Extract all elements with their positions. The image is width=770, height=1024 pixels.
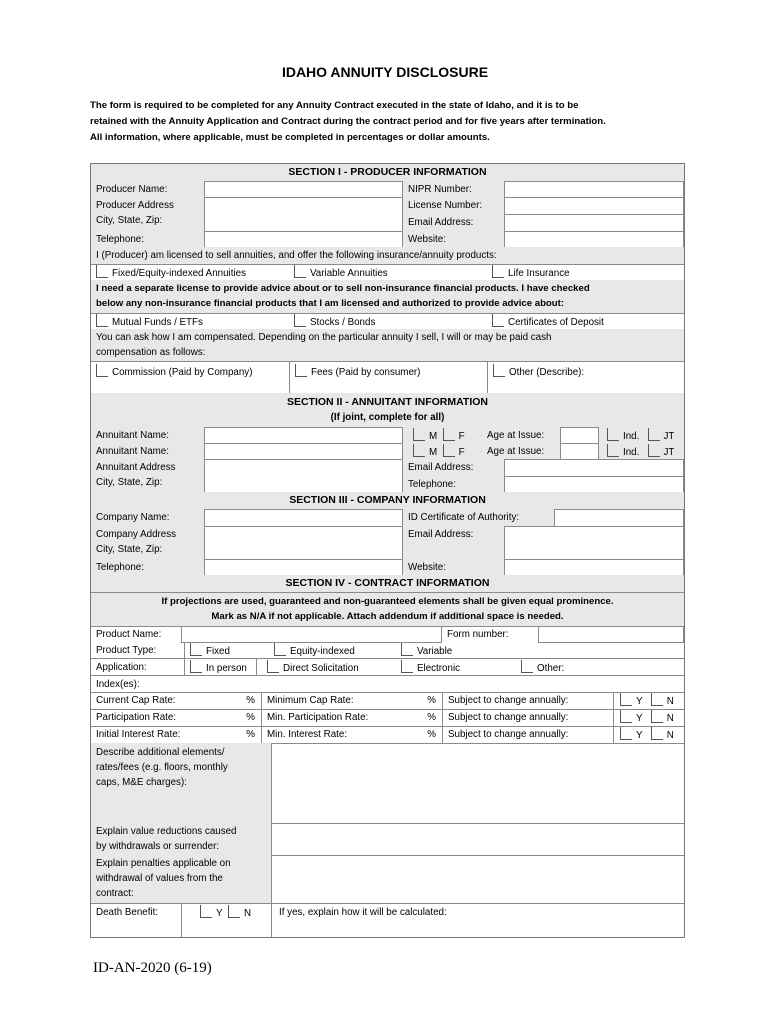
option-label: Electronic — [417, 663, 461, 674]
participation-label: Participation Rate: — [96, 712, 177, 723]
city-state-zip-text: City, State, Zip: — [96, 215, 163, 226]
producer-name-field[interactable] — [204, 181, 403, 198]
age-label-2: Age at Issue: — [482, 443, 560, 459]
checkbox-fixed-indexed[interactable] — [91, 264, 289, 280]
product-type-label: Product Type: — [96, 645, 157, 656]
checkbox-icon — [651, 727, 663, 740]
company-address-text: Company Address — [96, 529, 177, 540]
option-label: Fixed — [206, 646, 230, 657]
label-line: caps, M&E charges): — [96, 777, 187, 788]
ind-label: Ind. — [623, 447, 640, 458]
company-website-field[interactable] — [504, 559, 684, 576]
option-label: In person — [206, 663, 247, 674]
company-name-label: Company Name: — [91, 509, 204, 526]
section-3-header: SECTION III - COMPANY INFORMATION — [91, 492, 684, 509]
checkbox-icon — [294, 265, 306, 278]
note-line: If projections are used, guaranteed and non-guaranteed elements shall be given equal prominence. — [161, 596, 614, 607]
percent-sign: % — [246, 712, 255, 723]
form-id-footer: ID-AN-2020 (6-19) — [93, 960, 212, 976]
min-interest-rate-field[interactable] — [261, 726, 442, 743]
checkbox-icon — [96, 364, 108, 377]
option-label: Other: — [537, 663, 565, 674]
type-fixed-checkbox[interactable] — [184, 642, 269, 658]
option-label: Direct Solicitation — [283, 663, 359, 674]
company-telephone-label: Telephone: — [91, 559, 204, 575]
company-email-label: Email Address: — [403, 526, 504, 559]
checkbox-icon — [648, 444, 660, 457]
min-interest-label: Min. Interest Rate: — [267, 729, 348, 740]
age-field-1[interactable] — [560, 427, 599, 444]
form-number-label: Form number: — [447, 629, 509, 640]
checkbox-other-describe[interactable] — [487, 361, 684, 393]
subject-change-label: Subject to change annually: — [442, 692, 613, 709]
producer-address-label — [91, 197, 204, 231]
option-label: Commission (Paid by Company) — [112, 367, 253, 378]
annuitant-name-label: Annuitant Name: — [91, 427, 204, 443]
checkbox-fees[interactable] — [289, 361, 487, 393]
app-electronic-checkbox[interactable] — [396, 659, 516, 675]
statement-line: You can ask how I am compensated. Depending on the particular annuity I sell, I will or may be paid cash — [96, 332, 552, 343]
min-participation-rate-field[interactable] — [261, 709, 442, 726]
y-label: Y — [216, 908, 223, 919]
company-address-label — [91, 526, 204, 559]
intro-line: All information, where applicable, must be completed in percentages or dollar amounts. — [90, 132, 490, 143]
indexes-field[interactable] — [91, 676, 684, 692]
checkbox-icon — [620, 727, 632, 740]
telephone-field[interactable] — [204, 231, 403, 248]
label-line: contract: — [96, 888, 134, 899]
note-line: Mark as N/A if not applicable. Attach addendum if additional space is needed. — [211, 611, 564, 622]
form-title: IDAHO ANNUITY DISCLOSURE — [281, 64, 489, 80]
n-label: N — [666, 696, 674, 707]
website-field[interactable] — [504, 231, 684, 248]
annuitant-address-text: Annuitant Address — [96, 462, 176, 473]
gender-select-1[interactable] — [403, 427, 482, 443]
death-benefit-explain-field[interactable] — [271, 903, 684, 937]
checkbox-icon — [274, 643, 286, 656]
label-line: Explain value reductions caused — [96, 826, 237, 837]
telephone-label: Telephone: — [91, 231, 204, 247]
checkbox-icon — [295, 364, 307, 377]
n-label: N — [666, 713, 674, 724]
company-website-label: Website: — [403, 559, 504, 575]
app-other-checkbox[interactable] — [516, 659, 684, 675]
subject-change-label: Subject to change annually: — [442, 726, 613, 743]
current-cap-rate-field[interactable] — [91, 692, 261, 709]
describe-elements-label — [91, 743, 271, 823]
annuitant-name-field-2[interactable] — [204, 443, 403, 460]
company-name-field[interactable] — [204, 509, 403, 527]
checkbox-icon — [228, 905, 240, 918]
option-label: Fees (Paid by consumer) — [311, 367, 421, 378]
intro-line: retained with the Annuity Application and Contract during the contract period and for five years after termination. — [90, 116, 606, 127]
email-field[interactable] — [504, 214, 684, 232]
m-label: M — [429, 431, 438, 442]
death-benefit-yn[interactable] — [181, 903, 271, 937]
intro-paragraph — [90, 98, 682, 146]
percent-sign: % — [427, 729, 436, 740]
percent-sign: % — [246, 729, 255, 740]
age-label-1: Age at Issue: — [482, 427, 560, 443]
ind-label: Ind. — [623, 431, 640, 442]
percent-sign: % — [246, 695, 255, 706]
checkbox-icon — [190, 660, 202, 673]
app-direct-checkbox[interactable] — [256, 659, 396, 675]
if-yes-label: If yes, explain how it will be calculated: — [279, 907, 447, 918]
checkbox-commission[interactable] — [91, 363, 289, 393]
percent-sign: % — [427, 695, 436, 706]
option-label: Fixed/Equity-indexed Annuities — [112, 268, 246, 279]
explain-penalties-label — [91, 855, 271, 903]
annuitant-address-field[interactable] — [204, 459, 403, 493]
checkbox-icon — [294, 314, 306, 327]
m-label: M — [429, 447, 438, 458]
website-label: Website: — [403, 231, 504, 247]
death-benefit-label: Death Benefit: — [96, 907, 159, 918]
minimum-cap-rate-field[interactable] — [261, 692, 442, 709]
checkbox-icon — [521, 660, 533, 673]
explain-value-label — [91, 823, 271, 855]
section-1-header: SECTION I - PRODUCER INFORMATION — [91, 164, 684, 181]
checkbox-icon — [492, 314, 504, 327]
annuitant-name-field-1[interactable] — [204, 427, 403, 444]
yn-select-interest[interactable] — [613, 726, 684, 743]
yn-select-participation[interactable] — [613, 709, 684, 726]
y-label: Y — [636, 713, 643, 724]
checkbox-icon — [651, 710, 663, 723]
company-email-field[interactable] — [504, 526, 684, 560]
option-label: Variable — [417, 646, 453, 657]
checkbox-icon — [413, 428, 425, 441]
checkbox-certificates-deposit[interactable] — [487, 313, 684, 329]
explain-penalties-field[interactable] — [271, 855, 684, 903]
label-line: Describe additional elements/ — [96, 747, 225, 758]
checkbox-icon — [96, 265, 108, 278]
label-line: rates/fees (e.g. floors, monthly — [96, 762, 228, 773]
product-name-field[interactable] — [181, 626, 442, 643]
nipr-label: NIPR Number: — [403, 181, 504, 197]
city-state-zip-text: City, State, Zip: — [96, 477, 163, 488]
city-state-zip-text: City, State, Zip: — [96, 544, 163, 555]
checkbox-icon — [401, 643, 413, 656]
option-label: Other (Describe): — [509, 367, 585, 378]
statement-line: below any non-insurance financial products that I am licensed and authorized to provide advice about: — [96, 298, 565, 309]
f-label: F — [458, 447, 465, 458]
checkbox-icon — [401, 660, 413, 673]
subject-change-label: Subject to change annually: — [442, 709, 613, 726]
section-4-header: SECTION IV - CONTRACT INFORMATION — [91, 575, 684, 592]
option-label: Stocks / Bonds — [310, 317, 376, 328]
checkbox-icon — [96, 314, 108, 327]
annuitant-email-field[interactable] — [504, 459, 684, 477]
annuitant-telephone-field[interactable] — [504, 476, 684, 493]
y-label: Y — [636, 730, 643, 741]
checkbox-icon — [651, 693, 663, 706]
producer-name-label: Producer Name: — [91, 181, 204, 197]
option-label: Mutual Funds / ETFs — [112, 317, 203, 328]
gender-select-2[interactable] — [403, 443, 482, 459]
id-certificate-label: ID Certificate of Authority: — [403, 509, 554, 526]
type-variable-checkbox[interactable] — [396, 642, 684, 658]
statement-line: I need a separate license to provide advice about or to sell non-insurance financial products. I have checked — [96, 283, 590, 294]
jt-label: JT — [663, 447, 675, 458]
producer-address-text: Producer Address — [96, 200, 174, 211]
checkbox-icon — [190, 643, 202, 656]
email-label: Email Address: — [403, 214, 504, 231]
checkbox-icon — [607, 428, 619, 441]
checkbox-icon — [493, 364, 505, 377]
option-label: Equity-indexed — [290, 646, 355, 657]
id-certificate-field[interactable] — [554, 509, 684, 527]
participation-rate-field[interactable] — [91, 709, 261, 726]
checkbox-icon — [620, 693, 632, 706]
checkbox-icon — [492, 265, 504, 278]
form-number-field[interactable] — [538, 626, 684, 643]
option-label: Variable Annuities — [310, 268, 388, 279]
checkbox-icon — [200, 905, 212, 918]
app-in-person-checkbox[interactable] — [184, 659, 256, 675]
checkbox-mutual-funds[interactable] — [91, 313, 289, 329]
annuitant-telephone-label: Telephone: — [403, 476, 504, 492]
type-equity-checkbox[interactable] — [269, 642, 396, 658]
company-address-field[interactable] — [204, 526, 403, 560]
checkbox-icon — [443, 444, 455, 457]
checkbox-variable-annuities[interactable] — [289, 264, 487, 280]
label-line: Explain penalties applicable on — [96, 858, 231, 869]
checkbox-icon — [267, 660, 279, 673]
license-label: License Number: — [403, 197, 504, 214]
n-label: N — [244, 908, 252, 919]
application-label: Application: — [96, 662, 147, 673]
producer-address-field[interactable] — [204, 197, 403, 232]
checkbox-icon — [648, 428, 660, 441]
explain-value-field[interactable] — [271, 823, 684, 855]
f-label: F — [458, 431, 465, 442]
annuitant-address-label — [91, 459, 204, 492]
option-label: Life Insurance — [508, 268, 570, 279]
min-cap-label: Minimum Cap Rate: — [267, 695, 354, 706]
nipr-field[interactable] — [504, 181, 684, 198]
initial-interest-rate-field[interactable] — [91, 726, 261, 743]
checkbox-icon — [413, 444, 425, 457]
checkbox-stocks-bonds[interactable] — [289, 313, 487, 329]
ownership-select-1[interactable] — [599, 427, 684, 443]
annuitant-name-label: Annuitant Name: — [91, 443, 204, 459]
jt-label: JT — [663, 431, 675, 442]
y-label: Y — [636, 696, 643, 707]
section-2-title: SECTION II - ANNUITANT INFORMATION — [286, 396, 489, 408]
percent-sign: % — [427, 712, 436, 723]
checkbox-icon — [607, 444, 619, 457]
statement-line: compensation as follows: — [96, 347, 206, 358]
checkbox-icon — [620, 710, 632, 723]
yn-select-cap[interactable] — [613, 692, 684, 709]
section-4-notes — [91, 593, 684, 626]
product-name-label: Product Name: — [96, 629, 162, 640]
separate-license-statement — [91, 280, 684, 313]
disclosure-form — [90, 163, 685, 938]
section-2-header — [91, 393, 684, 427]
describe-elements-field[interactable] — [271, 743, 684, 823]
company-telephone-field[interactable] — [204, 559, 403, 576]
checkbox-icon — [443, 428, 455, 441]
initial-interest-label: Initial Interest Rate: — [96, 729, 181, 740]
checkbox-life-insurance[interactable] — [487, 264, 684, 280]
section-2-subtitle: (If joint, complete for all) — [330, 412, 445, 423]
licensed-statement: I (Producer) am licensed to sell annuities, and offer the following insurance/annuity products: — [91, 247, 684, 264]
indexes-label: Index(es): — [96, 679, 140, 690]
age-field-2[interactable] — [560, 443, 599, 460]
current-cap-label: Current Cap Rate: — [96, 695, 176, 706]
option-label: Certificates of Deposit — [508, 317, 604, 328]
intro-line: The form is required to be completed for any Annuity Contract executed in the state of Idaho, and it is to be — [90, 100, 579, 111]
license-field[interactable] — [504, 197, 684, 215]
compensation-statement — [91, 329, 684, 361]
n-label: N — [666, 730, 674, 741]
label-line: by withdrawals or surrender: — [96, 841, 220, 852]
ownership-select-2[interactable] — [599, 443, 684, 459]
annuitant-email-label: Email Address: — [403, 459, 504, 476]
label-line: withdrawal of values from the — [96, 873, 223, 884]
min-participation-label: Min. Participation Rate: — [267, 712, 369, 723]
